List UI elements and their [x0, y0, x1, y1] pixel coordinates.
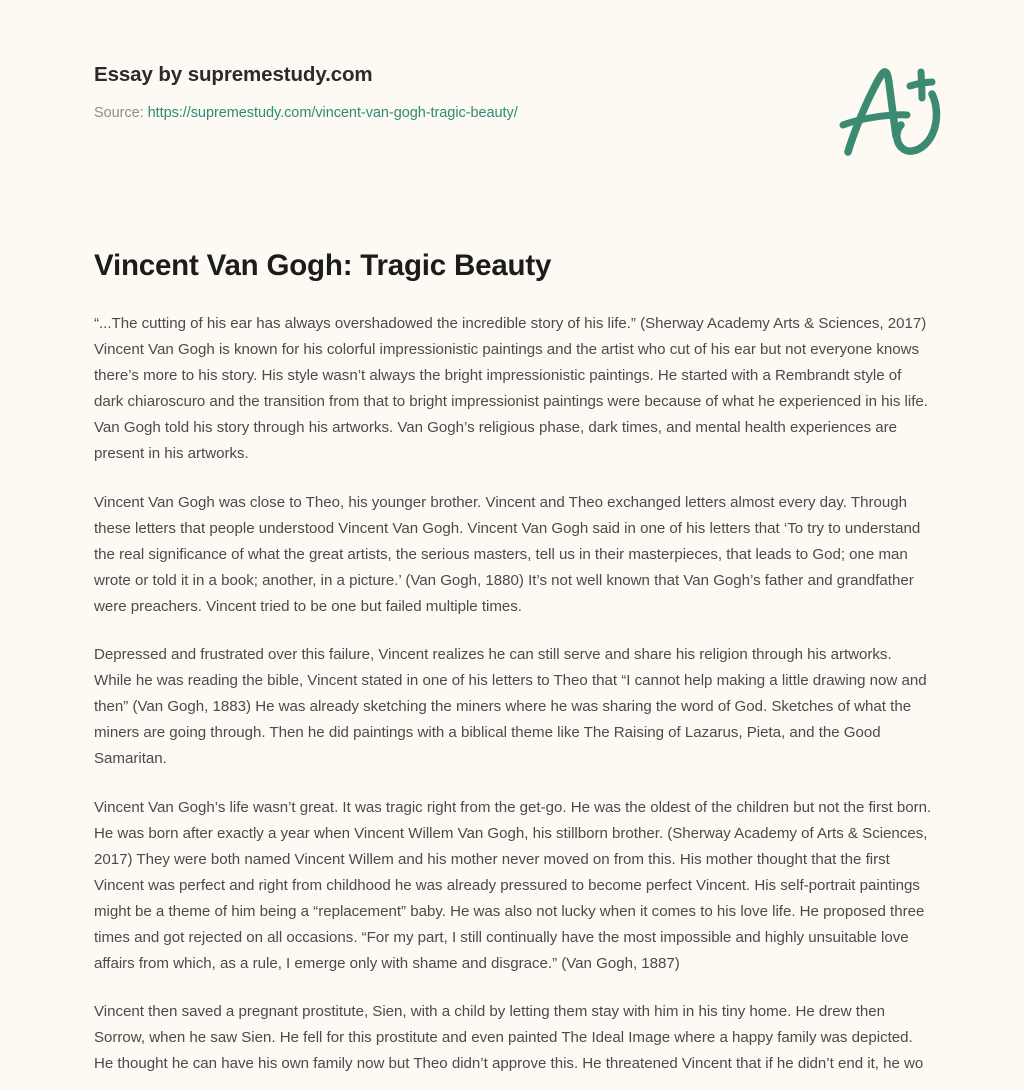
- source-label: Source:: [94, 104, 144, 121]
- source-line: [94, 104, 944, 123]
- paragraph: Depressed and frustrated over this failure, Vincent realizes he can still serve and share his religion through his artworks. While he was reading the bible, Vincent stated in one of his letters to Theo that “I cannot help making a little drawing now and then” (Van Gogh, 1883) He was already sketching the miners where he was sharing the word of God. Sketches of what the miners are going through. Then he did paintings with a biblical theme like The Raising of Lazarus, Pieta, and the Good Samaritan.: [94, 646, 927, 768]
- paragraph: Vincent Van Gogh’s life wasn’t great. It was tragic right from the get-go. He was the oldest of the children but not the first born. He was born after exactly a year when Vincent Willem Van Gogh, his stillborn brother. (Sherway Academy of Arts & Sciences, 2017) They were both named Vincent Willem and his mother never moved on from this. His mother thought that the first Vincent was perfect and right from childhood he was already pressured to become perfect Vincent. His self-portrait paintings might be a theme of him being a “replacement” baby. He was also not lucky when it comes to his love life. He proposed three times and got rejected on all occasions. “For my part, I still continually have the most impossible and highly unsuitable love affairs from which, as a rule, I emerge only with shame and disgrace.” (Van Gogh, 1887): [94, 798, 932, 973]
- byline: Essay by supremestudy.com: [94, 63, 373, 86]
- page-title: Vincent Van Gogh: Tragic Beauty: [94, 249, 552, 282]
- article-body: [94, 311, 932, 1077]
- paragraph: Vincent then saved a pregnant prostitute, Sien, with a child by letting them stay with him in his tiny home. He drew then Sorrow, when he saw Sien. He fell for this prostitute and even painted The Ideal Image where a happy family was depicted. He thought he can have his own family now but Theo didn’t approve this. He threatened Vincent that if he didn’t end it, he wo: [94, 1003, 924, 1073]
- a-plus-logo-icon[interactable]: [828, 50, 950, 168]
- paragraph: “...The cutting of his ear has always overshadowed the incredible story of his life.” (Sherway Academy Arts & Sciences, 2017) Vincent Van Gogh is known for his colorful impressionistic paintings and the artist who cut of his ear but not everyone knows there’s more to his story. His style wasn’t always the bright impressionistic paintings. He started with a Rembrandt style of dark chiaroscuro and the transition from that to bright impressionist paintings were because of what he experienced in his life. Van Gogh told his story through his artworks. Van Gogh’s religious phase, dark times, and mental health experiences are present in his artworks.: [94, 315, 928, 463]
- paragraph: Vincent Van Gogh was close to Theo, his younger brother. Vincent and Theo exchanged letters almost every day. Through these letters that people understood Vincent Van Gogh. Vincent Van Gogh said in one of his letters that ‘To try to understand the real significance of what the great artists, the serious masters, tell us in their masterpieces, that leads to God; one man wrote or told it in a book; another, in a picture.’ (Van Gogh, 1880) It’s not well known that Van Gogh’s father and grandfather were preachers. Vincent tried to be one but failed multiple times.: [94, 493, 921, 615]
- source-url-link[interactable]: https://supremestudy.com/vincent-van-gogh-tragic-beauty/: [147, 104, 518, 121]
